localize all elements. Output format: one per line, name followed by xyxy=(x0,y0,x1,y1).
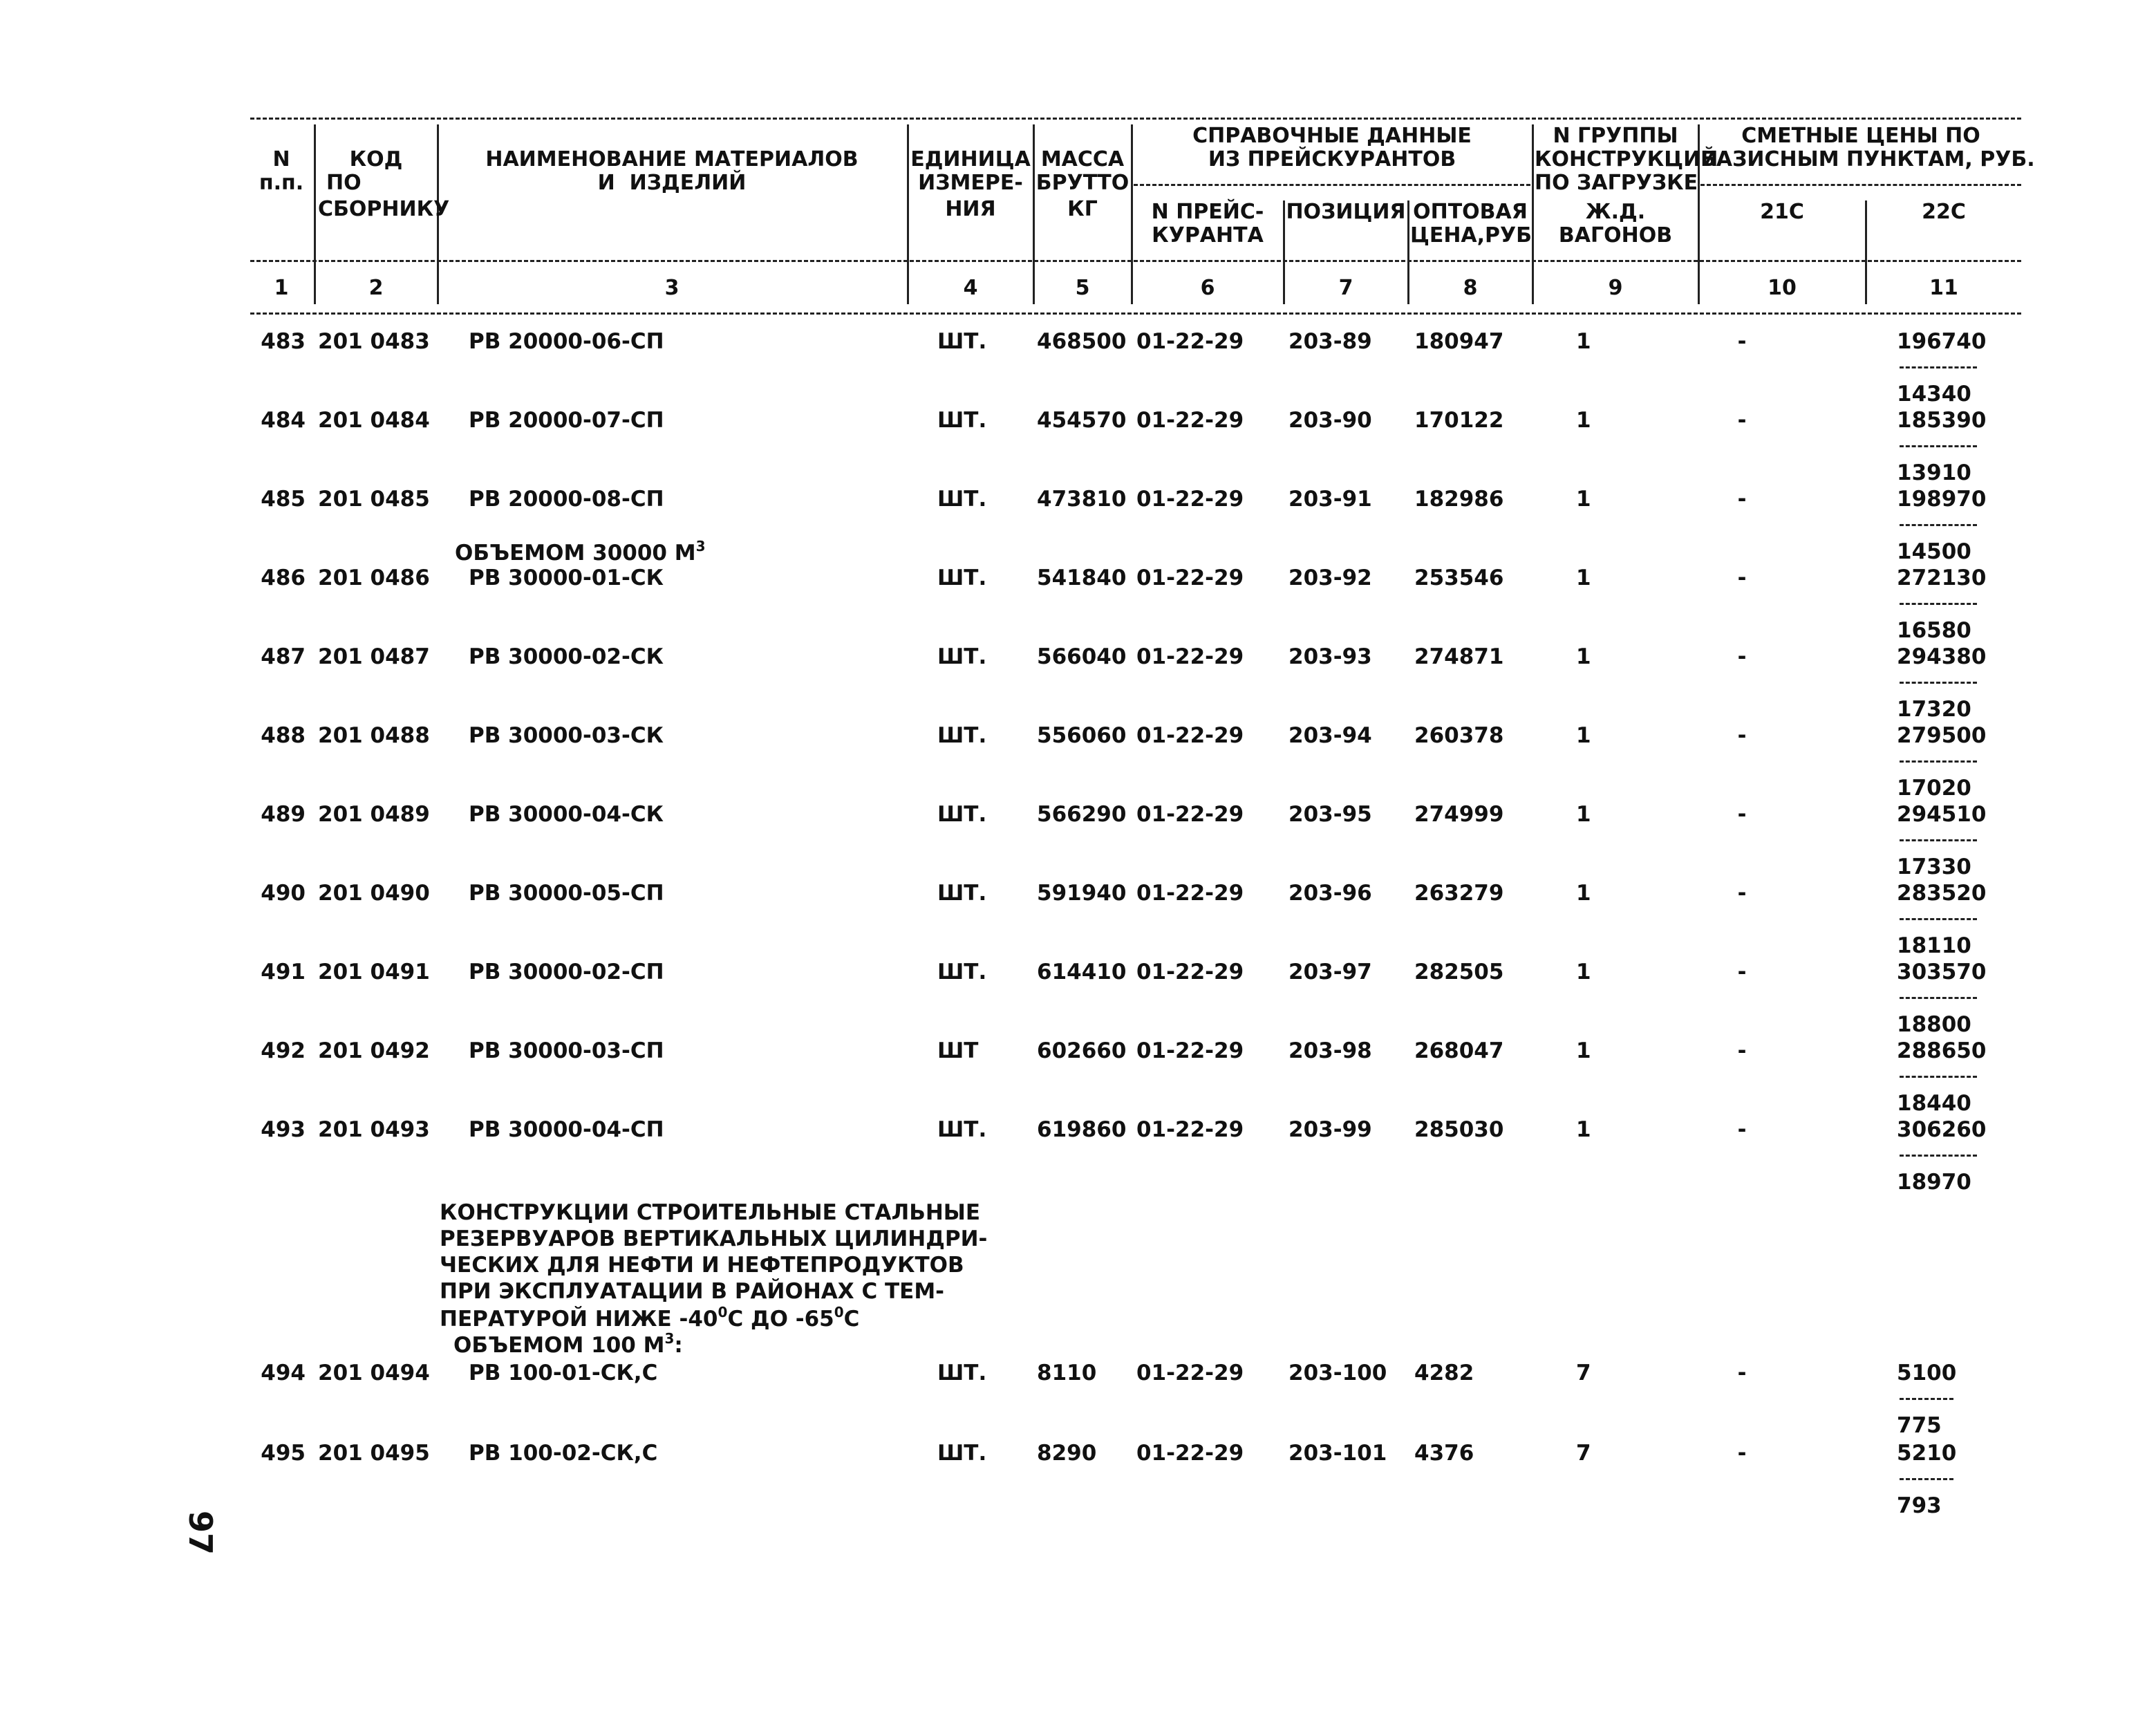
colnum-9: 9 xyxy=(1608,276,1623,300)
header-sep xyxy=(1033,124,1035,304)
cell-n: 486 xyxy=(261,566,306,590)
cell-22c-divider xyxy=(1900,366,1977,368)
header-sep xyxy=(1283,200,1285,304)
cell-22c-divider xyxy=(1900,1155,1977,1157)
cell-pricelist: 01-22-29 xyxy=(1136,1038,1244,1063)
cell-price: 285030 xyxy=(1414,1117,1504,1142)
cell-code: 201 0483 xyxy=(318,329,430,354)
cell-position: 203-101 xyxy=(1288,1441,1387,1466)
cell-position: 203-90 xyxy=(1288,408,1372,433)
cell-22c-top: 303570 xyxy=(1897,960,1987,984)
header-group-ref-line1: СПРАВОЧНЫЕ ДАННЫЕ xyxy=(1192,124,1472,148)
cell-name: РВ 30000-02-СК xyxy=(469,644,664,669)
cell-group: 7 xyxy=(1576,1441,1591,1466)
subheading-sup: 3 xyxy=(695,537,706,554)
cell-group: 1 xyxy=(1576,644,1591,669)
colnum-1: 1 xyxy=(274,276,289,300)
section-temp-deg2: 0 xyxy=(834,1303,844,1320)
cell-price: 260378 xyxy=(1414,723,1504,748)
header-col4-line2: ИЗМЕРЕ- xyxy=(918,171,1023,195)
cell-22c-top: 272130 xyxy=(1897,566,1987,590)
header-col9-line5: ВАГОНОВ xyxy=(1558,223,1673,248)
cell-mass: 468500 xyxy=(1037,329,1127,354)
cell-pricelist: 01-22-29 xyxy=(1136,802,1244,827)
cell-name: РВ 100-01-СК,С xyxy=(469,1361,658,1385)
cell-unit: ШТ. xyxy=(937,329,987,354)
cell-code: 201 0484 xyxy=(318,408,430,433)
cell-21c: - xyxy=(1737,1441,1747,1466)
cell-n: 494 xyxy=(261,1361,306,1385)
cell-21c: - xyxy=(1737,487,1747,512)
cell-price: 268047 xyxy=(1414,1038,1504,1063)
cell-position: 203-92 xyxy=(1288,566,1372,590)
cell-22c-divider xyxy=(1900,603,1977,605)
cell-22c-bottom: 17320 xyxy=(1897,697,1971,722)
cell-22c-divider xyxy=(1900,445,1977,447)
header-group-price-line1: СМЕТНЫЕ ЦЕНЫ ПО xyxy=(1741,124,1980,148)
cell-22c-top: 288650 xyxy=(1897,1038,1987,1063)
cell-22c-bottom: 17020 xyxy=(1897,776,1971,801)
cell-21c: - xyxy=(1737,881,1747,906)
cell-22c-top: 198970 xyxy=(1897,487,1987,512)
cell-n: 492 xyxy=(261,1038,306,1063)
cell-name: РВ 20000-08-СП xyxy=(469,487,664,512)
section-temp-deg1: 0 xyxy=(718,1303,728,1320)
cell-n: 487 xyxy=(261,644,306,669)
section-line-3: ЧЕСКИХ ДЛЯ НЕФТИ И НЕФТЕПРОДУКТОВ xyxy=(440,1253,964,1278)
cell-22c-divider xyxy=(1900,997,1977,999)
cell-unit: ШТ. xyxy=(937,566,987,590)
cell-unit: ШТ. xyxy=(937,408,987,433)
cell-22c-divider xyxy=(1900,918,1977,920)
cell-position: 203-97 xyxy=(1288,960,1372,984)
cell-name: РВ 30000-01-СК xyxy=(469,566,664,590)
cell-22c-top: 306260 xyxy=(1897,1117,1987,1142)
cell-22c-top: 294510 xyxy=(1897,802,1987,827)
cell-n: 495 xyxy=(261,1441,306,1466)
cell-code: 201 0490 xyxy=(318,881,430,906)
cell-group: 7 xyxy=(1576,1361,1591,1385)
header-col1-line2: п.п. xyxy=(259,171,304,195)
header-col11: 22С xyxy=(1922,200,1966,224)
header-group-price-rule xyxy=(1700,184,2021,186)
cell-code: 201 0489 xyxy=(318,802,430,827)
cell-unit: ШТ. xyxy=(937,960,987,984)
cell-22c-bottom: 13910 xyxy=(1897,460,1971,485)
header-sep xyxy=(1532,124,1534,304)
cell-price: 263279 xyxy=(1414,881,1504,906)
header-col9-line4: Ж.Д. xyxy=(1585,200,1646,224)
cell-unit: ШТ. xyxy=(937,1441,987,1466)
header-col3-line2: И ИЗДЕЛИЙ xyxy=(597,171,747,195)
cell-21c: - xyxy=(1737,566,1747,590)
cell-21c: - xyxy=(1737,1117,1747,1142)
cell-pricelist: 01-22-29 xyxy=(1136,408,1244,433)
header-sep xyxy=(1407,200,1409,304)
colnum-8: 8 xyxy=(1463,276,1478,300)
cell-price: 4282 xyxy=(1414,1361,1474,1385)
cell-price: 274871 xyxy=(1414,644,1504,669)
cell-mass: 8110 xyxy=(1037,1361,1097,1385)
cell-price: 182986 xyxy=(1414,487,1504,512)
section-line-5 xyxy=(440,1303,860,1332)
cell-group: 1 xyxy=(1576,960,1591,984)
cell-group: 1 xyxy=(1576,487,1591,512)
cell-n: 489 xyxy=(261,802,306,827)
cell-n: 484 xyxy=(261,408,306,433)
cell-name: РВ 30000-04-СП xyxy=(469,1117,664,1142)
cell-mass: 566040 xyxy=(1037,644,1127,669)
cell-group: 1 xyxy=(1576,1038,1591,1063)
cell-mass: 602660 xyxy=(1037,1038,1127,1063)
cell-group: 1 xyxy=(1576,566,1591,590)
header-col5-line1: МАССА xyxy=(1040,147,1125,171)
cell-mass: 591940 xyxy=(1037,881,1127,906)
cell-group: 1 xyxy=(1576,802,1591,827)
cell-22c-divider xyxy=(1900,1398,1953,1400)
cell-position: 203-95 xyxy=(1288,802,1372,827)
cell-unit: ШТ xyxy=(937,1038,979,1063)
cell-name: РВ 30000-05-СП xyxy=(469,881,664,906)
cell-21c: - xyxy=(1737,644,1747,669)
cell-mass: 473810 xyxy=(1037,487,1127,512)
cell-n: 493 xyxy=(261,1117,306,1142)
cell-22c-bottom: 18800 xyxy=(1897,1012,1971,1037)
cell-unit: ШТ. xyxy=(937,644,987,669)
header-col6-line2: КУРАНТА xyxy=(1152,223,1264,248)
section-line-6 xyxy=(453,1329,683,1358)
cell-unit: ШТ. xyxy=(937,802,987,827)
colnum-2: 2 xyxy=(368,276,384,300)
header-col1-line1: N xyxy=(272,147,290,171)
section-line-1: КОНСТРУКЦИИ СТРОИТЕЛЬНЫЕ СТАЛЬНЫЕ xyxy=(440,1200,981,1225)
colnum-4: 4 xyxy=(963,276,978,300)
header-col2-line1: КОД xyxy=(349,147,403,171)
cell-21c: - xyxy=(1737,408,1747,433)
cell-22c-bottom: 17330 xyxy=(1897,854,1971,879)
header-col6-line1: N ПРЕЙС- xyxy=(1151,200,1264,224)
cell-pricelist: 01-22-29 xyxy=(1136,881,1244,906)
section-temp-b: С ДО -65 xyxy=(727,1307,834,1332)
cell-code: 201 0485 xyxy=(318,487,430,512)
cell-position: 203-96 xyxy=(1288,881,1372,906)
header-col2-line3: СБОРНИКУ xyxy=(318,197,450,221)
cell-price: 4376 xyxy=(1414,1441,1474,1466)
cell-code: 201 0486 xyxy=(318,566,430,590)
cell-21c: - xyxy=(1737,802,1747,827)
cell-22c-bottom: 14500 xyxy=(1897,539,1971,564)
cell-22c-bottom: 18970 xyxy=(1897,1170,1971,1195)
section-volume-a: ОБЪЕМОМ 100 М xyxy=(453,1333,665,1358)
cell-code: 201 0495 xyxy=(318,1441,430,1466)
cell-22c-divider xyxy=(1900,1478,1953,1480)
cell-21c: - xyxy=(1737,1361,1747,1385)
cell-code: 201 0493 xyxy=(318,1117,430,1142)
cell-22c-bottom: 793 xyxy=(1897,1493,1942,1518)
header-col2-line2: ПО xyxy=(326,171,362,195)
header-col9-line2: КОНСТРУКЦИЙ xyxy=(1535,147,1718,171)
colnum-5: 5 xyxy=(1075,276,1090,300)
cell-price: 170122 xyxy=(1414,408,1504,433)
cell-22c-bottom: 775 xyxy=(1897,1413,1942,1438)
section-line-2: РЕЗЕРВУАРОВ ВЕРТИКАЛЬНЫХ ЦИЛИНДРИ- xyxy=(440,1226,988,1251)
header-group-ref-line2: ИЗ ПРЕЙСКУРАНТОВ xyxy=(1208,147,1456,171)
cell-pricelist: 01-22-29 xyxy=(1136,487,1244,512)
header-col8-line2: ЦЕНА,РУБ xyxy=(1410,223,1532,248)
cell-name: РВ 30000-03-СП xyxy=(469,1038,664,1063)
cell-name: РВ 20000-06-СП xyxy=(469,329,664,354)
cell-mass: 614410 xyxy=(1037,960,1127,984)
cell-mass: 454570 xyxy=(1037,408,1127,433)
header-group-ref-rule xyxy=(1134,184,1530,186)
cell-unit: ШТ. xyxy=(937,723,987,748)
cell-position: 203-91 xyxy=(1288,487,1372,512)
cell-name: РВ 30000-02-СП xyxy=(469,960,664,984)
header-col10: 21С xyxy=(1760,200,1804,224)
cell-name: РВ 100-02-СК,С xyxy=(469,1441,658,1466)
cell-group: 1 xyxy=(1576,881,1591,906)
cell-22c-top: 283520 xyxy=(1897,881,1987,906)
cell-price: 253546 xyxy=(1414,566,1504,590)
header-group-price-line2: БАЗИСНЫМ ПУНКТАМ, РУБ. xyxy=(1700,147,2035,171)
cell-pricelist: 01-22-29 xyxy=(1136,566,1244,590)
cell-unit: ШТ. xyxy=(937,487,987,512)
cell-pricelist: 01-22-29 xyxy=(1136,1361,1244,1385)
section-temp-a: ПЕРАТУРОЙ НИЖЕ -40 xyxy=(440,1307,718,1332)
cell-21c: - xyxy=(1737,329,1747,354)
cell-group: 1 xyxy=(1576,1117,1591,1142)
cell-unit: ШТ. xyxy=(937,881,987,906)
cell-group: 1 xyxy=(1576,408,1591,433)
cell-price: 180947 xyxy=(1414,329,1504,354)
cell-22c-divider xyxy=(1900,760,1977,763)
cell-pricelist: 01-22-29 xyxy=(1136,723,1244,748)
page-number: 97 xyxy=(182,1510,220,1556)
header-col9-line1: N ГРУППЫ xyxy=(1553,124,1678,148)
header-col4-line1: ЕДИНИЦА xyxy=(910,147,1031,171)
cell-22c-divider xyxy=(1900,839,1977,841)
cell-22c-bottom: 16580 xyxy=(1897,618,1971,643)
cell-22c-bottom: 18440 xyxy=(1897,1091,1971,1116)
cell-22c-bottom: 18110 xyxy=(1897,933,1971,958)
cell-position: 203-94 xyxy=(1288,723,1372,748)
header-col5-line3: КГ xyxy=(1067,197,1098,221)
cell-pricelist: 01-22-29 xyxy=(1136,960,1244,984)
cell-22c-divider xyxy=(1900,682,1977,684)
cell-22c-top: 279500 xyxy=(1897,723,1987,748)
cell-n: 485 xyxy=(261,487,306,512)
colnum-11: 11 xyxy=(1929,276,1958,300)
cell-21c: - xyxy=(1737,723,1747,748)
cell-code: 201 0488 xyxy=(318,723,430,748)
cell-pricelist: 01-22-29 xyxy=(1136,1441,1244,1466)
cell-22c-top: 5210 xyxy=(1897,1441,1957,1466)
header-col9-line3: ПО ЗАГРУЗКЕ xyxy=(1535,171,1698,195)
cell-position: 203-93 xyxy=(1288,644,1372,669)
cell-mass: 8290 xyxy=(1037,1441,1097,1466)
cell-22c-top: 185390 xyxy=(1897,408,1987,433)
cell-name: РВ 30000-04-СК xyxy=(469,802,664,827)
cell-pricelist: 01-22-29 xyxy=(1136,329,1244,354)
cell-n: 490 xyxy=(261,881,306,906)
cell-n: 483 xyxy=(261,329,306,354)
cell-unit: ШТ. xyxy=(937,1361,987,1385)
cell-code: 201 0487 xyxy=(318,644,430,669)
cell-21c: - xyxy=(1737,960,1747,984)
cell-mass: 619860 xyxy=(1037,1117,1127,1142)
cell-position: 203-89 xyxy=(1288,329,1372,354)
cell-unit: ШТ. xyxy=(937,1117,987,1142)
section-temp-c: С xyxy=(843,1307,860,1332)
colnum-10: 10 xyxy=(1768,276,1797,300)
section-volume-b: : xyxy=(674,1333,683,1358)
cell-code: 201 0491 xyxy=(318,960,430,984)
section-line-4: ПРИ ЭКСПЛУАТАЦИИ В РАЙОНАХ С ТЕМ- xyxy=(440,1279,945,1304)
subheading-volume-30000 xyxy=(455,537,706,566)
cell-price: 282505 xyxy=(1414,960,1504,984)
header-sep xyxy=(907,124,909,304)
cell-position: 203-100 xyxy=(1288,1361,1387,1385)
cell-22c-top: 5100 xyxy=(1897,1361,1957,1385)
cell-group: 1 xyxy=(1576,723,1591,748)
header-col8-line1: ОПТОВАЯ xyxy=(1413,200,1528,224)
cell-code: 201 0494 xyxy=(318,1361,430,1385)
header-col4-line3: НИЯ xyxy=(945,197,996,221)
cell-position: 203-99 xyxy=(1288,1117,1372,1142)
cell-mass: 566290 xyxy=(1037,802,1127,827)
header-sep xyxy=(1131,124,1133,304)
cell-22c-top: 294380 xyxy=(1897,644,1987,669)
cell-22c-divider xyxy=(1900,1076,1977,1078)
cell-n: 491 xyxy=(261,960,306,984)
header-col3-line1: НАИМЕНОВАНИЕ МАТЕРИАЛОВ xyxy=(485,147,859,171)
header-col5-line2: БРУТТО xyxy=(1035,171,1129,195)
section-volume-sup: 3 xyxy=(664,1329,675,1347)
colnum-6: 6 xyxy=(1200,276,1215,300)
cell-pricelist: 01-22-29 xyxy=(1136,1117,1244,1142)
cell-22c-bottom: 14340 xyxy=(1897,382,1971,407)
cell-name: РВ 20000-07-СП xyxy=(469,408,664,433)
colnum-7: 7 xyxy=(1338,276,1353,300)
cell-name: РВ 30000-03-СК xyxy=(469,723,664,748)
header-col7-line1: ПОЗИЦИЯ xyxy=(1286,200,1406,224)
colnum-3: 3 xyxy=(664,276,679,300)
subheading-text: ОБЪЕМОМ 30000 М xyxy=(455,541,696,566)
cell-code: 201 0492 xyxy=(318,1038,430,1063)
header-mid-rule xyxy=(250,260,2021,262)
cell-pricelist: 01-22-29 xyxy=(1136,644,1244,669)
cell-22c-divider xyxy=(1900,524,1977,526)
header-bottom-rule xyxy=(250,312,2021,315)
cell-22c-top: 196740 xyxy=(1897,329,1987,354)
cell-21c: - xyxy=(1737,1038,1747,1063)
cell-group: 1 xyxy=(1576,329,1591,354)
cell-mass: 541840 xyxy=(1037,566,1127,590)
cell-n: 488 xyxy=(261,723,306,748)
header-top-rule xyxy=(250,118,2021,120)
cell-position: 203-98 xyxy=(1288,1038,1372,1063)
cell-mass: 556060 xyxy=(1037,723,1127,748)
cell-price: 274999 xyxy=(1414,802,1504,827)
